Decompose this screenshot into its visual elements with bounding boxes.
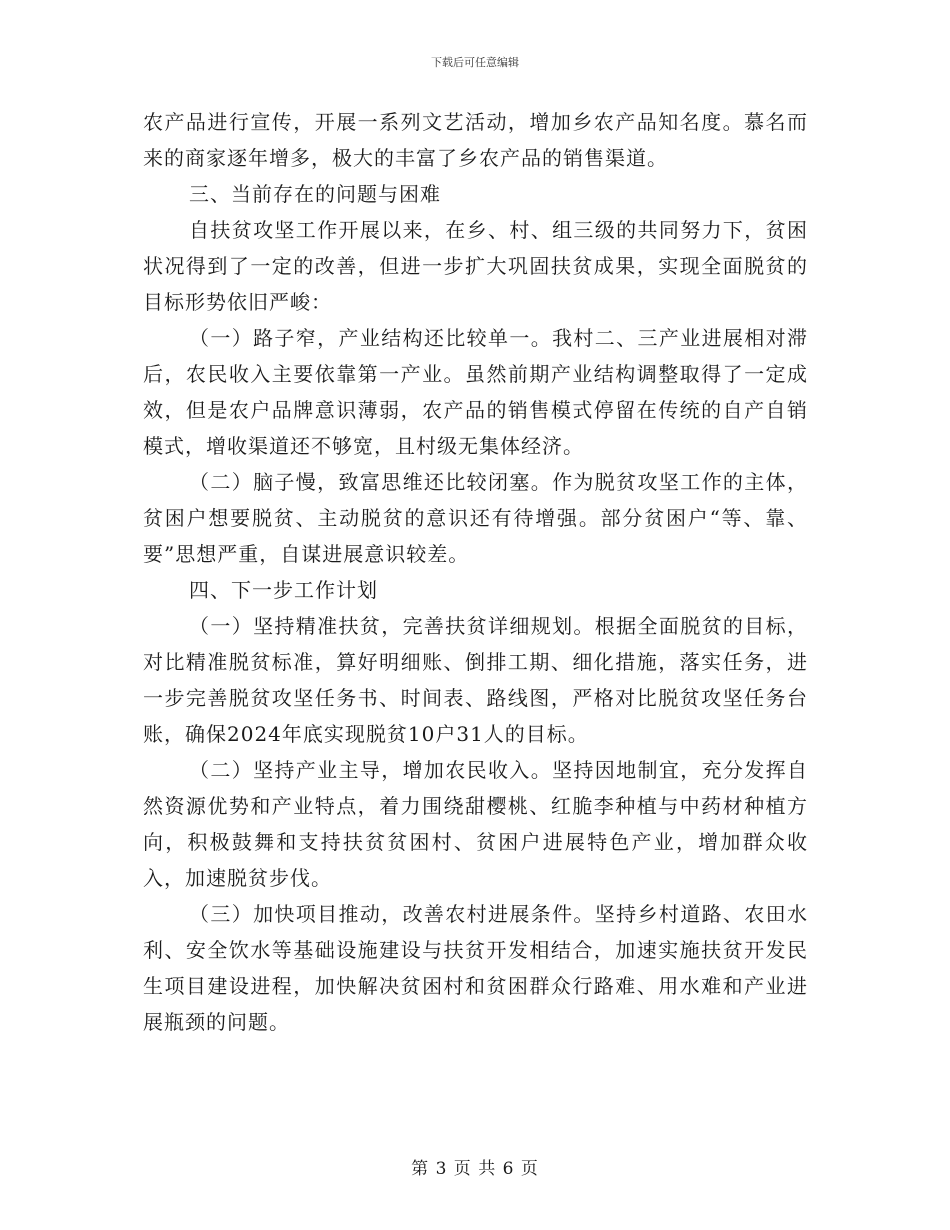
page-footer: 第 3 页 共 6 页 — [411, 1159, 539, 1179]
section-heading-next-steps: 四、下一步工作计划 — [189, 578, 378, 602]
paragraph-plan-one: （一）坚持精准扶贫，完善扶贫详细规划。根据全面脱贫的目标，对比精准脱贫标准，算好明细账、倒排工期、细化措施，落实任务，进一步完善脱贫攻坚任务书、时间表、路线图，严格对比脱贫攻坚任务台账，确保2024年底实现脱贫10户31人的目标。 — [143, 614, 808, 746]
paragraph-plan-three: （三）加快项目推动，改善农村进展条件。坚持乡村道路、农田水利、安全饮水等基础设施建设与扶贫开发相结合，加速实施扶贫开发民生项目建设进程，加快解决贫困村和贫困群众行路难、用水难和产业进展瓶颈的问题。 — [143, 902, 808, 1034]
document-body — [143, 104, 808, 1040]
paragraph-intro-continuation: 农产品进行宣传，开展一系列文艺活动，增加乡农产品知名度。慕名而来的商家逐年增多，极大的丰富了乡农产品的销售渠道。 — [143, 110, 808, 170]
paragraph-problems-overview: 自扶贫攻坚工作开展以来，在乡、村、组三级的共同努力下，贫困状况得到了一定的改善，但进一步扩大巩固扶贫成果，实现全面脱贫的目标形势依旧严峻： — [143, 218, 808, 314]
paragraph-plan-two: （二）坚持产业主导，增加农民收入。坚持因地制宜，充分发挥自然资源优势和产业特点，着力围绕甜樱桃、红脆李种植与中药材种植方向，积极鼓舞和支持扶贫贫困村、贫困户进展特色产业，增加群众收入，加速脱贫步伐。 — [143, 758, 808, 890]
page-header: 下载后可任意编辑 — [431, 56, 519, 69]
section-heading-problems: 三、当前存在的问题与困难 — [189, 182, 441, 206]
paragraph-problem-one: （一）路子窄，产业结构还比较单一。我村二、三产业进展相对滞后，农民收入主要依靠第一产业。虽然前期产业结构调整取得了一定成效，但是农户品牌意识薄弱，农产品的销售模式停留在传统的自产自销模式，增收渠道还不够宽，且村级无集体经济。 — [143, 326, 808, 458]
paragraph-problem-two: （二）脑子慢，致富思维还比较闭塞。作为脱贫攻坚工作的主体，贫困户想要脱贫、主动脱贫的意识还有待增强。部分贫困户“等、靠、要”思想严重，自谋进展意识较差。 — [143, 470, 808, 566]
